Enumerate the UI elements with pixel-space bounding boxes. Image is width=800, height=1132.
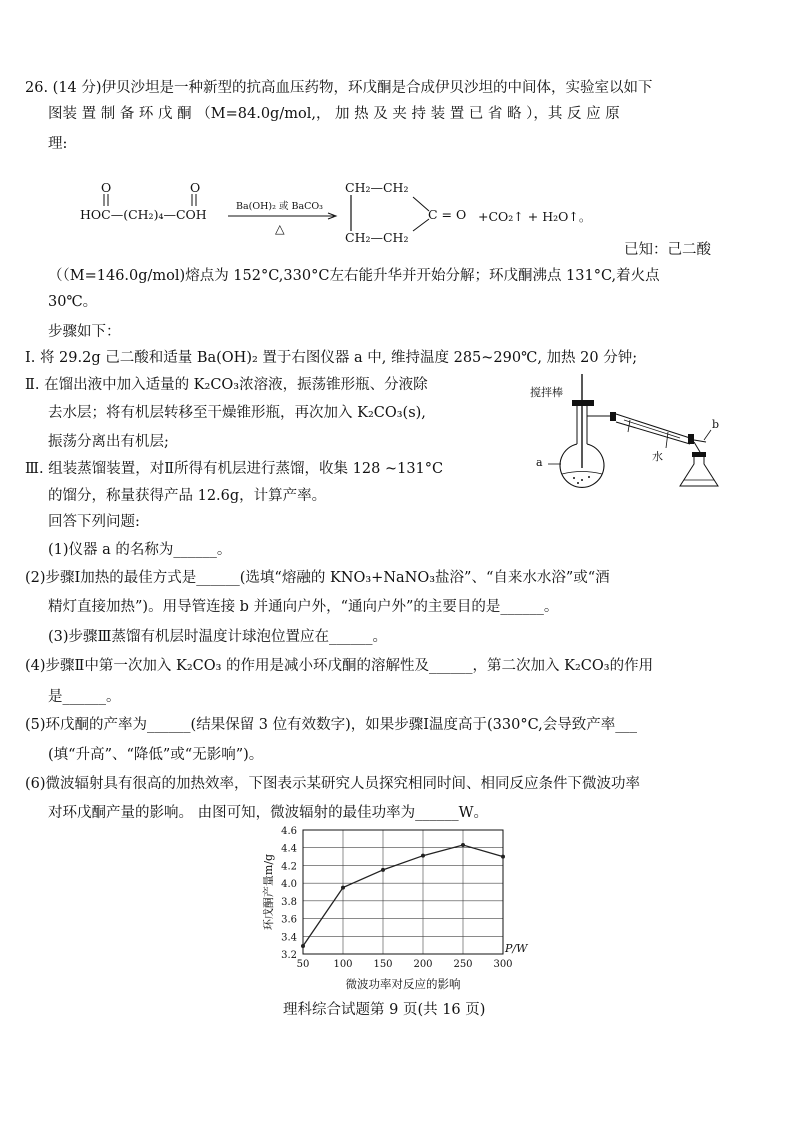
reaction-products: +CO₂↑ + H₂O↑。: [478, 209, 592, 224]
reaction-condition-bottom: △: [275, 221, 285, 236]
x-tick-label: 50: [296, 959, 310, 970]
steps-title: 步骤如下：: [48, 324, 121, 340]
yield-series-line: [303, 845, 503, 946]
question-6-line-2: 对环戊酮产量的影响。 由图可知，微波辐射的最佳功率为______W。: [48, 805, 489, 821]
question-intro-line-1: 26. (14 分)伊贝沙坦是一种新型的抗高血压药物，环戊酮是合成伊贝沙坦的中间体，实验室以如下: [25, 80, 653, 96]
yield-data-point: [381, 868, 385, 872]
reactant-formula: HOC—(CH₂)₄—COH: [80, 207, 207, 222]
x-tick-label: 150: [373, 959, 393, 970]
y-tick-label: 3.8: [281, 896, 297, 908]
y-tick-label: 4.0: [281, 879, 297, 891]
chart-caption: 微波功率对反应的影响: [345, 977, 461, 991]
ring-top: CH₂—CH₂: [345, 180, 409, 195]
y-tick-label: 4.2: [281, 861, 297, 873]
y-tick-label: 3.4: [281, 932, 297, 944]
y-tick-label: 4.4: [281, 843, 297, 855]
yield-data-point: [301, 944, 305, 948]
yield-data-point: [461, 843, 465, 847]
x-tick-label: 300: [493, 959, 513, 970]
question-2-line-2: 精灯直接加热”)。用导管连接 b 并通向户外，“通向户外”的主要目的是______。: [48, 599, 559, 615]
y-tick-label: 3.2: [281, 950, 297, 961]
step-3-line-1: Ⅲ. 组装蒸馏装置，对Ⅱ所得有机层进行蒸馏，收集 128 ~131°C: [25, 461, 444, 477]
x-tick-label: 200: [413, 959, 433, 970]
chart-plot: [255, 822, 545, 994]
page-footer: 理科综合试题第 9 页(共 16 页): [283, 1002, 486, 1018]
y-axis-label: 环戊酮产量m/g: [262, 853, 275, 931]
water-label: 水: [652, 450, 663, 463]
step-3-line-2: 的馏分，称量获得产品 12.6g，计算产率。: [48, 488, 327, 504]
ring-bottom: CH₂—CH₂: [345, 230, 409, 245]
question-6-line-1: (6)微波辐射具有很高的加热效率，下图表示某研究人员探究相同时间、相同反应条件下微波功率: [25, 776, 641, 792]
carbonyl-double-bonds: [100, 194, 200, 208]
step-2-line-3: 振荡分离出有机层;: [48, 434, 169, 450]
step-1: Ⅰ. 将 29.2g 己二酸和适量 Ba(OH)₂ 置于右图仪器 a 中, 维持温度 285~290℃, 加热 20 分钟;: [25, 350, 638, 366]
stir-rod-label: 搅拌棒: [530, 386, 563, 399]
known-line-1: 已知：己二酸: [624, 242, 711, 258]
question-3: (3)步骤Ⅲ蒸馏有机层时温度计球泡位置应在______。: [48, 629, 388, 645]
reaction-condition-top: Ba(OH)₂ 或 BaCO₃: [236, 201, 323, 212]
y-tick-label: 3.6: [281, 914, 297, 926]
y-tick-label: 4.6: [281, 826, 297, 837]
yield-data-point: [501, 855, 505, 859]
x-tick-label: 100: [333, 959, 353, 970]
carbonyl-o-1: O: [101, 180, 112, 195]
distillation-apparatus: [528, 372, 728, 492]
carbonyl-o-2: O: [190, 180, 201, 195]
power-yield-chart: [255, 822, 545, 994]
question-4-line-1: (4)步骤Ⅱ中第一次加入 K₂CO₃ 的作用是减小环戊酮的溶解性及______，第二次加入 K₂CO₃的作用: [25, 658, 654, 674]
x-axis-label: P/W: [505, 942, 528, 955]
question-2-line-1: (2)步骤Ⅰ加热的最佳方式是______(选填“熔融的 KNO₃+NaNO₃盐浴”、“自来水水浴”或“酒: [25, 570, 610, 586]
x-tick-label: 250: [453, 959, 473, 970]
answer-prompt: 回答下列问题:: [48, 514, 140, 530]
known-line-2: （（M=146.0g/mol)熔点为 152°C,330°C左右能升华并开始分解；环戊酮沸点 131°C,着火点: [48, 268, 660, 284]
question-intro-line-3: 理:: [48, 136, 68, 152]
question-4-line-2: 是______。: [48, 689, 121, 705]
yield-data-point: [421, 854, 425, 858]
question-5-line-2: (填“升高”、“降低”或“无影响”)。: [48, 747, 264, 763]
question-intro-line-2: 图装 置 制 备 环 戊 酮 （M=84.0g/mol,， 加 热 及 夹 持 装 置 已 省 略 ），其 反 应 原: [48, 106, 620, 122]
step-2-line-2: 去水层；将有机层转移至干燥锥形瓶，再次加入 K₂CO₃(s),: [48, 405, 426, 421]
outlet-b-label: b: [712, 418, 720, 431]
step-2-line-1: Ⅱ. 在馏出液中加入适量的 K₂CO₃浓溶液，振荡锥形瓶、分液除: [25, 377, 428, 393]
reaction-arrow: [228, 212, 340, 220]
instrument-a-label: a: [536, 456, 543, 469]
ring-bonds: [345, 193, 435, 235]
yield-data-point: [341, 886, 345, 890]
question-1: (1)仪器 a 的名称为______。: [48, 542, 232, 558]
ring-carbonyl: C = O: [428, 207, 467, 222]
question-5-line-1: (5)环戊酮的产率为______(结果保留 3 位有效数字)，如果步骤Ⅰ温度高于(330°C,会导致产率___: [25, 717, 638, 733]
known-line-3: 30℃。: [48, 294, 98, 310]
